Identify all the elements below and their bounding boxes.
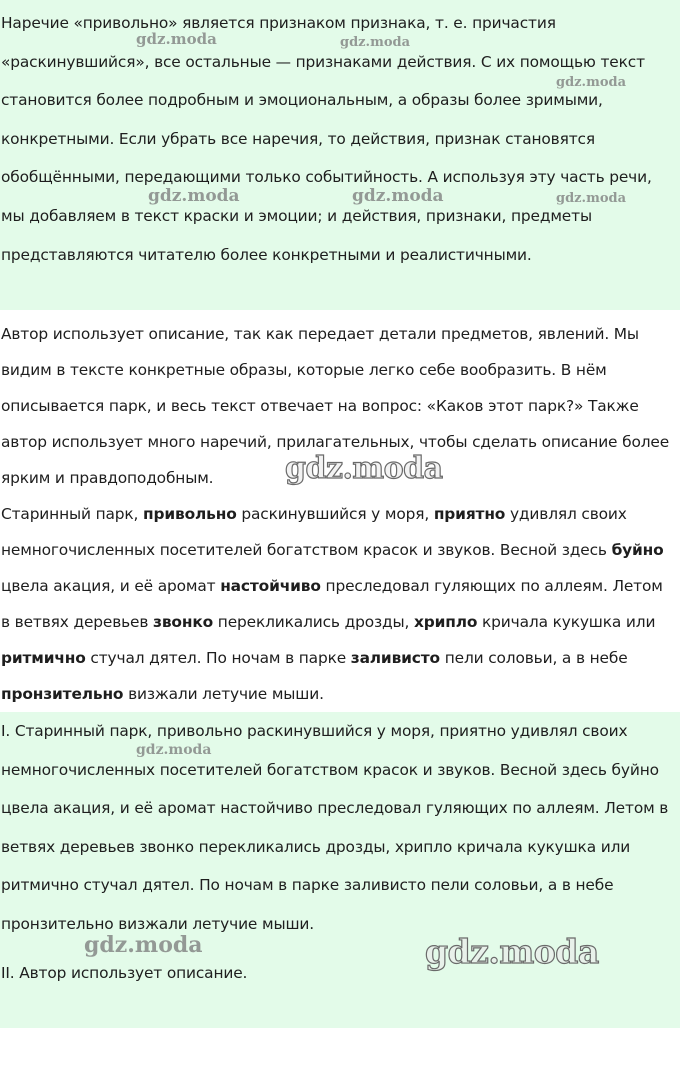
adverb-pronzitelno: пронзительно — [1, 685, 124, 703]
text-span: удивлял своих немногочисленных посетителей богатством красок и звуков. Весной здесь — [1, 505, 627, 559]
text-span: раскинувшийся у моря, — [236, 505, 434, 523]
watermark-logo: gdz.moda — [84, 932, 203, 958]
text-span: цвела акация, и её аромат — [1, 577, 221, 595]
adverb-nastoychivo: настойчиво — [220, 577, 321, 595]
text-span: пели соловьи, а в небе — [439, 649, 628, 667]
text-block-3 — [0, 496, 680, 708]
text-span: перекликались дрозды, — [213, 613, 414, 631]
watermark-logo: gdz.moda — [352, 186, 444, 206]
text-span: преследовал гуляющих по аллеям. Летом в ветвях деревьев — [1, 577, 663, 631]
adverb-zalivisto: заливисто — [350, 649, 440, 667]
watermark-logo: gdz.moda — [136, 742, 212, 758]
watermark-logo: gdz.moda — [556, 75, 627, 90]
text-block-1 — [0, 0, 680, 310]
text-block-2 — [0, 316, 680, 496]
paragraph-park-text-bold-adverbs — [1, 496, 676, 712]
adverb-priyatno: приятно — [433, 505, 506, 523]
text-span: стучал дятел. По ночам в парке — [85, 649, 351, 667]
watermark-logo: gdz.moda — [556, 191, 627, 206]
watermark-logo: gdz.moda — [136, 30, 217, 48]
answer-part-1: I. Старинный парк, привольно раскинувшийся у моря, приятно удивлял своих немногочисленных посетителей богатством красок и звуков. Весной здесь буйно цвела акация, и её аромат настойчиво преследовал гуляющих по аллеям. Летом в ветвях деревьев звонко перекликались дрозды, хрипло кричала кукушка или ритмично стучал дятел. По ночам в парке заливисто пели соловьи, а в небе пронзительно визжали летучие мыши. — [1, 722, 669, 933]
watermark-logo: gdz.moda — [148, 186, 240, 206]
adverb-khriplo: хрипло — [413, 613, 478, 631]
adverb-zvonko: звонко — [153, 613, 214, 631]
watermark-logo: gdz.moda — [340, 35, 411, 50]
text-block-4 — [0, 712, 680, 1028]
watermark-logo: gdz.moda — [425, 932, 599, 971]
paragraph-description-analysis: Автор использует описание, так как передает детали предметов, явлений. Мы видим в тексте конкретные образы, которые легко себе вообразить. В нём описывается парк, и весь текст отвечает на вопрос: «Каков этот парк?» Также автор использует много наречий, прилагательных, чтобы сделать описание более ярким и правдоподобным. — [1, 325, 670, 487]
answer-part-2: II. Автор использует описание. — [1, 963, 248, 982]
text-span: визжали летучие мыши. — [123, 685, 324, 703]
watermark-logo: gdz.moda — [285, 451, 443, 486]
adverb-buyno: буйно — [611, 541, 664, 559]
spacer — [1, 944, 676, 954]
adverb-privolno: привольно — [143, 505, 237, 523]
paragraph-adverb-analysis: Наречие «привольно» является признаком признака, т. е. причастия «раскинувшийся», все остальные — признаками действия. С их помощью текст становится более подробным и эмоциональным, а образы более зримыми, конкретными. Если убрать все наречия, то действия, признак становятся обобщёнными, передающими только событийность. А используя эту часть речи, мы добавляем в текст краски и эмоции; и действия, признаки, предметы представляются читателю более конкретными и реалистичными. — [1, 14, 652, 264]
text-span: кричала кукушка или — [477, 613, 656, 631]
text-span: Старинный парк, — [1, 505, 144, 523]
adverb-ritmichno: ритмично — [1, 649, 86, 667]
